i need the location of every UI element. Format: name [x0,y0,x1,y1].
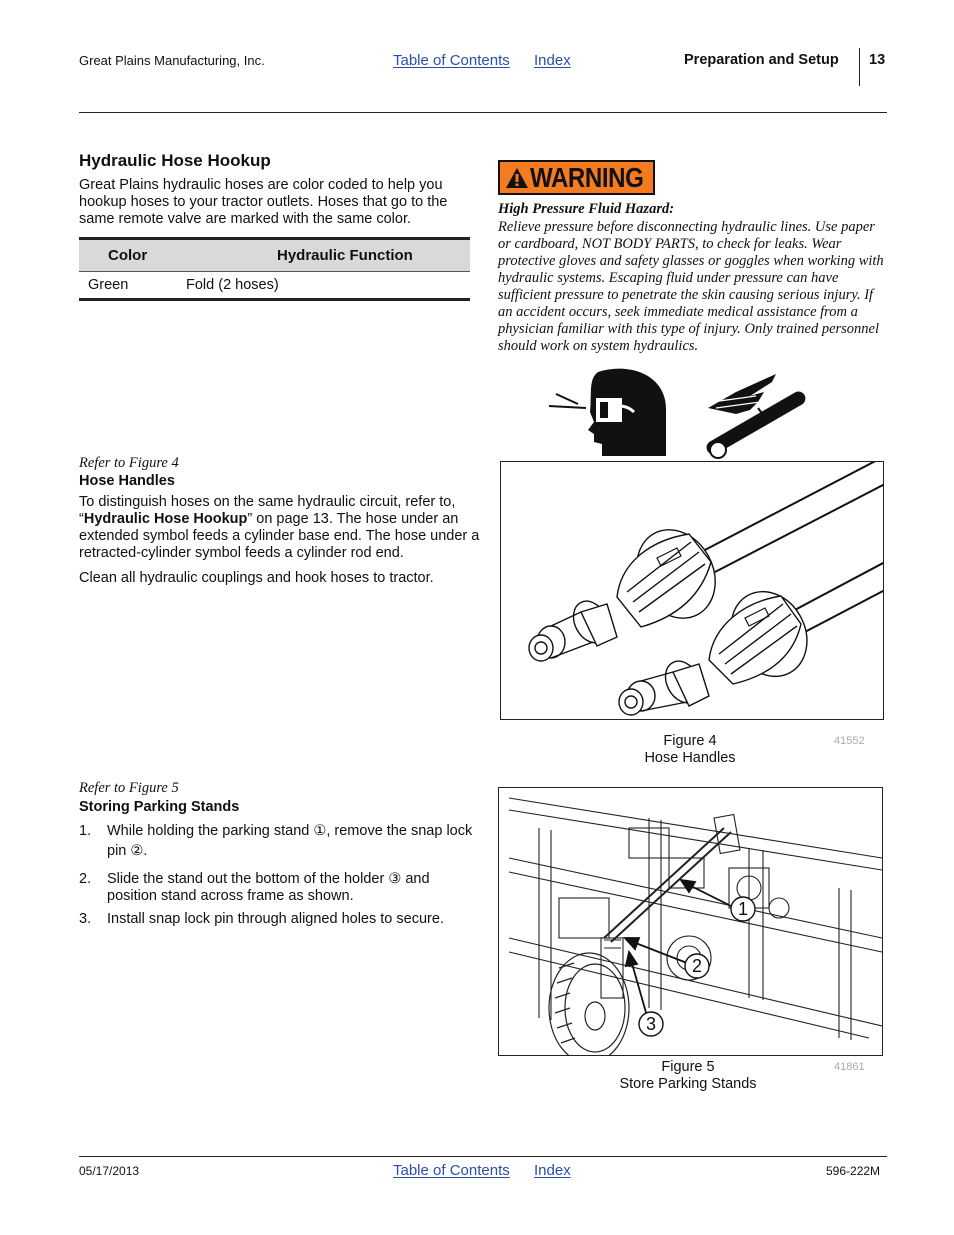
list-item: 2. Slide the stand out the bottom of the holder ③ and position stand across frame as shown. [79,871,430,904]
list-item: 3. Install snap lock pin through aligned holes to secure. [79,911,444,927]
header-toc-link[interactable]: Table of Contents [393,52,510,69]
warning-body: Relieve pressure before disconnecting hydraulic lines. Use paper or cardboard, NOT BODY PARTS, to check for leaks. Wear protective gloves and safety glasses or goggles when working with hydraulic systems. Escaping fluid under pressure can have sufficient pressure to penetrate the skin causing serious injury. If an accident occurs, seek immediate medical assistance from a physician familiar with this type of injury. Only trained personnel should work on system hydraulics. [498,219,884,354]
figure5-number: 41861 [834,1061,865,1073]
table-row [79,272,470,298]
cell-function: Fold (2 hoses) [186,277,279,293]
face-protection-icon [548,364,668,459]
footer-date: 05/17/2013 [79,1164,140,1178]
footer-rule [79,1156,887,1157]
hose-couplers-illustration [501,462,883,719]
figure5-image [498,787,883,1056]
parking-stands-heading: Storing Parking Stands [79,799,240,815]
parking-stand-illustration [499,788,882,1055]
hose-color-table [79,237,470,301]
header-divider [859,48,860,86]
list-item: 1. While holding the parking stand ①, remove the snap lock pin ②. [79,823,473,859]
section-title: Preparation and Setup [684,52,839,68]
figure4-image [500,461,884,720]
col-header-color: Color [108,247,148,264]
parking-steps-list [79,821,479,934]
hose-hookup-heading: Hydraulic Hose Hookup [79,151,271,170]
footer-doc-number: 596-222M [826,1164,881,1178]
warning-label: WARNING [530,162,644,193]
callout-1: 1 [737,899,749,919]
table-header-row [79,240,470,271]
callout-3: 3 [645,1014,657,1034]
figure4-number: 41552 [834,735,865,747]
hose-hookup-xref[interactable]: Hydraulic Hose Hookup [83,511,248,527]
page-number: 13 [869,52,886,68]
hose-handles-paragraph-2: Clean all hydraulic couplings and hook hoses to tractor. [79,570,434,586]
footer-index-link[interactable]: Index [534,1162,571,1179]
callout-2: 2 [691,956,703,976]
hose-handles-paragraph: To distinguish hoses on the same hydraulic circuit, refer to, “Hydraulic Hose Hookup” on page 13. The hose under an extended symbol feeds a cylinder base end. The hose under a retracted-cylinder symbol feeds a cylinder rod end. [79,494,480,561]
figure5-ref: Refer to Figure 5 [79,780,179,796]
hand-injection-hazard-icon [706,370,806,460]
figure4-ref: Refer to Figure 4 [79,455,179,471]
cell-color: Green [88,277,129,293]
figure5-label: Figure 5 [661,1059,715,1075]
warning-badge [498,160,655,195]
figure4-label: Figure 4 [663,733,717,749]
figure5-caption: Store Parking Stands [619,1076,757,1092]
warning-triangle-icon [505,167,529,189]
hose-handles-heading: Hose Handles [79,473,175,489]
header-index-link[interactable]: Index [534,52,571,69]
figure4-caption: Hose Handles [644,750,736,766]
hose-hookup-intro: Great Plains hydraulic hoses are color coded to help you hookup hoses to your tractor outlets. Hoses that go to the same remote valve are marked with the same color. [79,177,448,227]
warning-title: High Pressure Fluid Hazard: [498,201,675,217]
col-header-function: Hydraulic Function [277,247,413,264]
company-name: Great Plains Manufacturing, Inc. [79,53,265,68]
footer-toc-link[interactable]: Table of Contents [393,1162,510,1179]
header-rule [79,112,887,113]
